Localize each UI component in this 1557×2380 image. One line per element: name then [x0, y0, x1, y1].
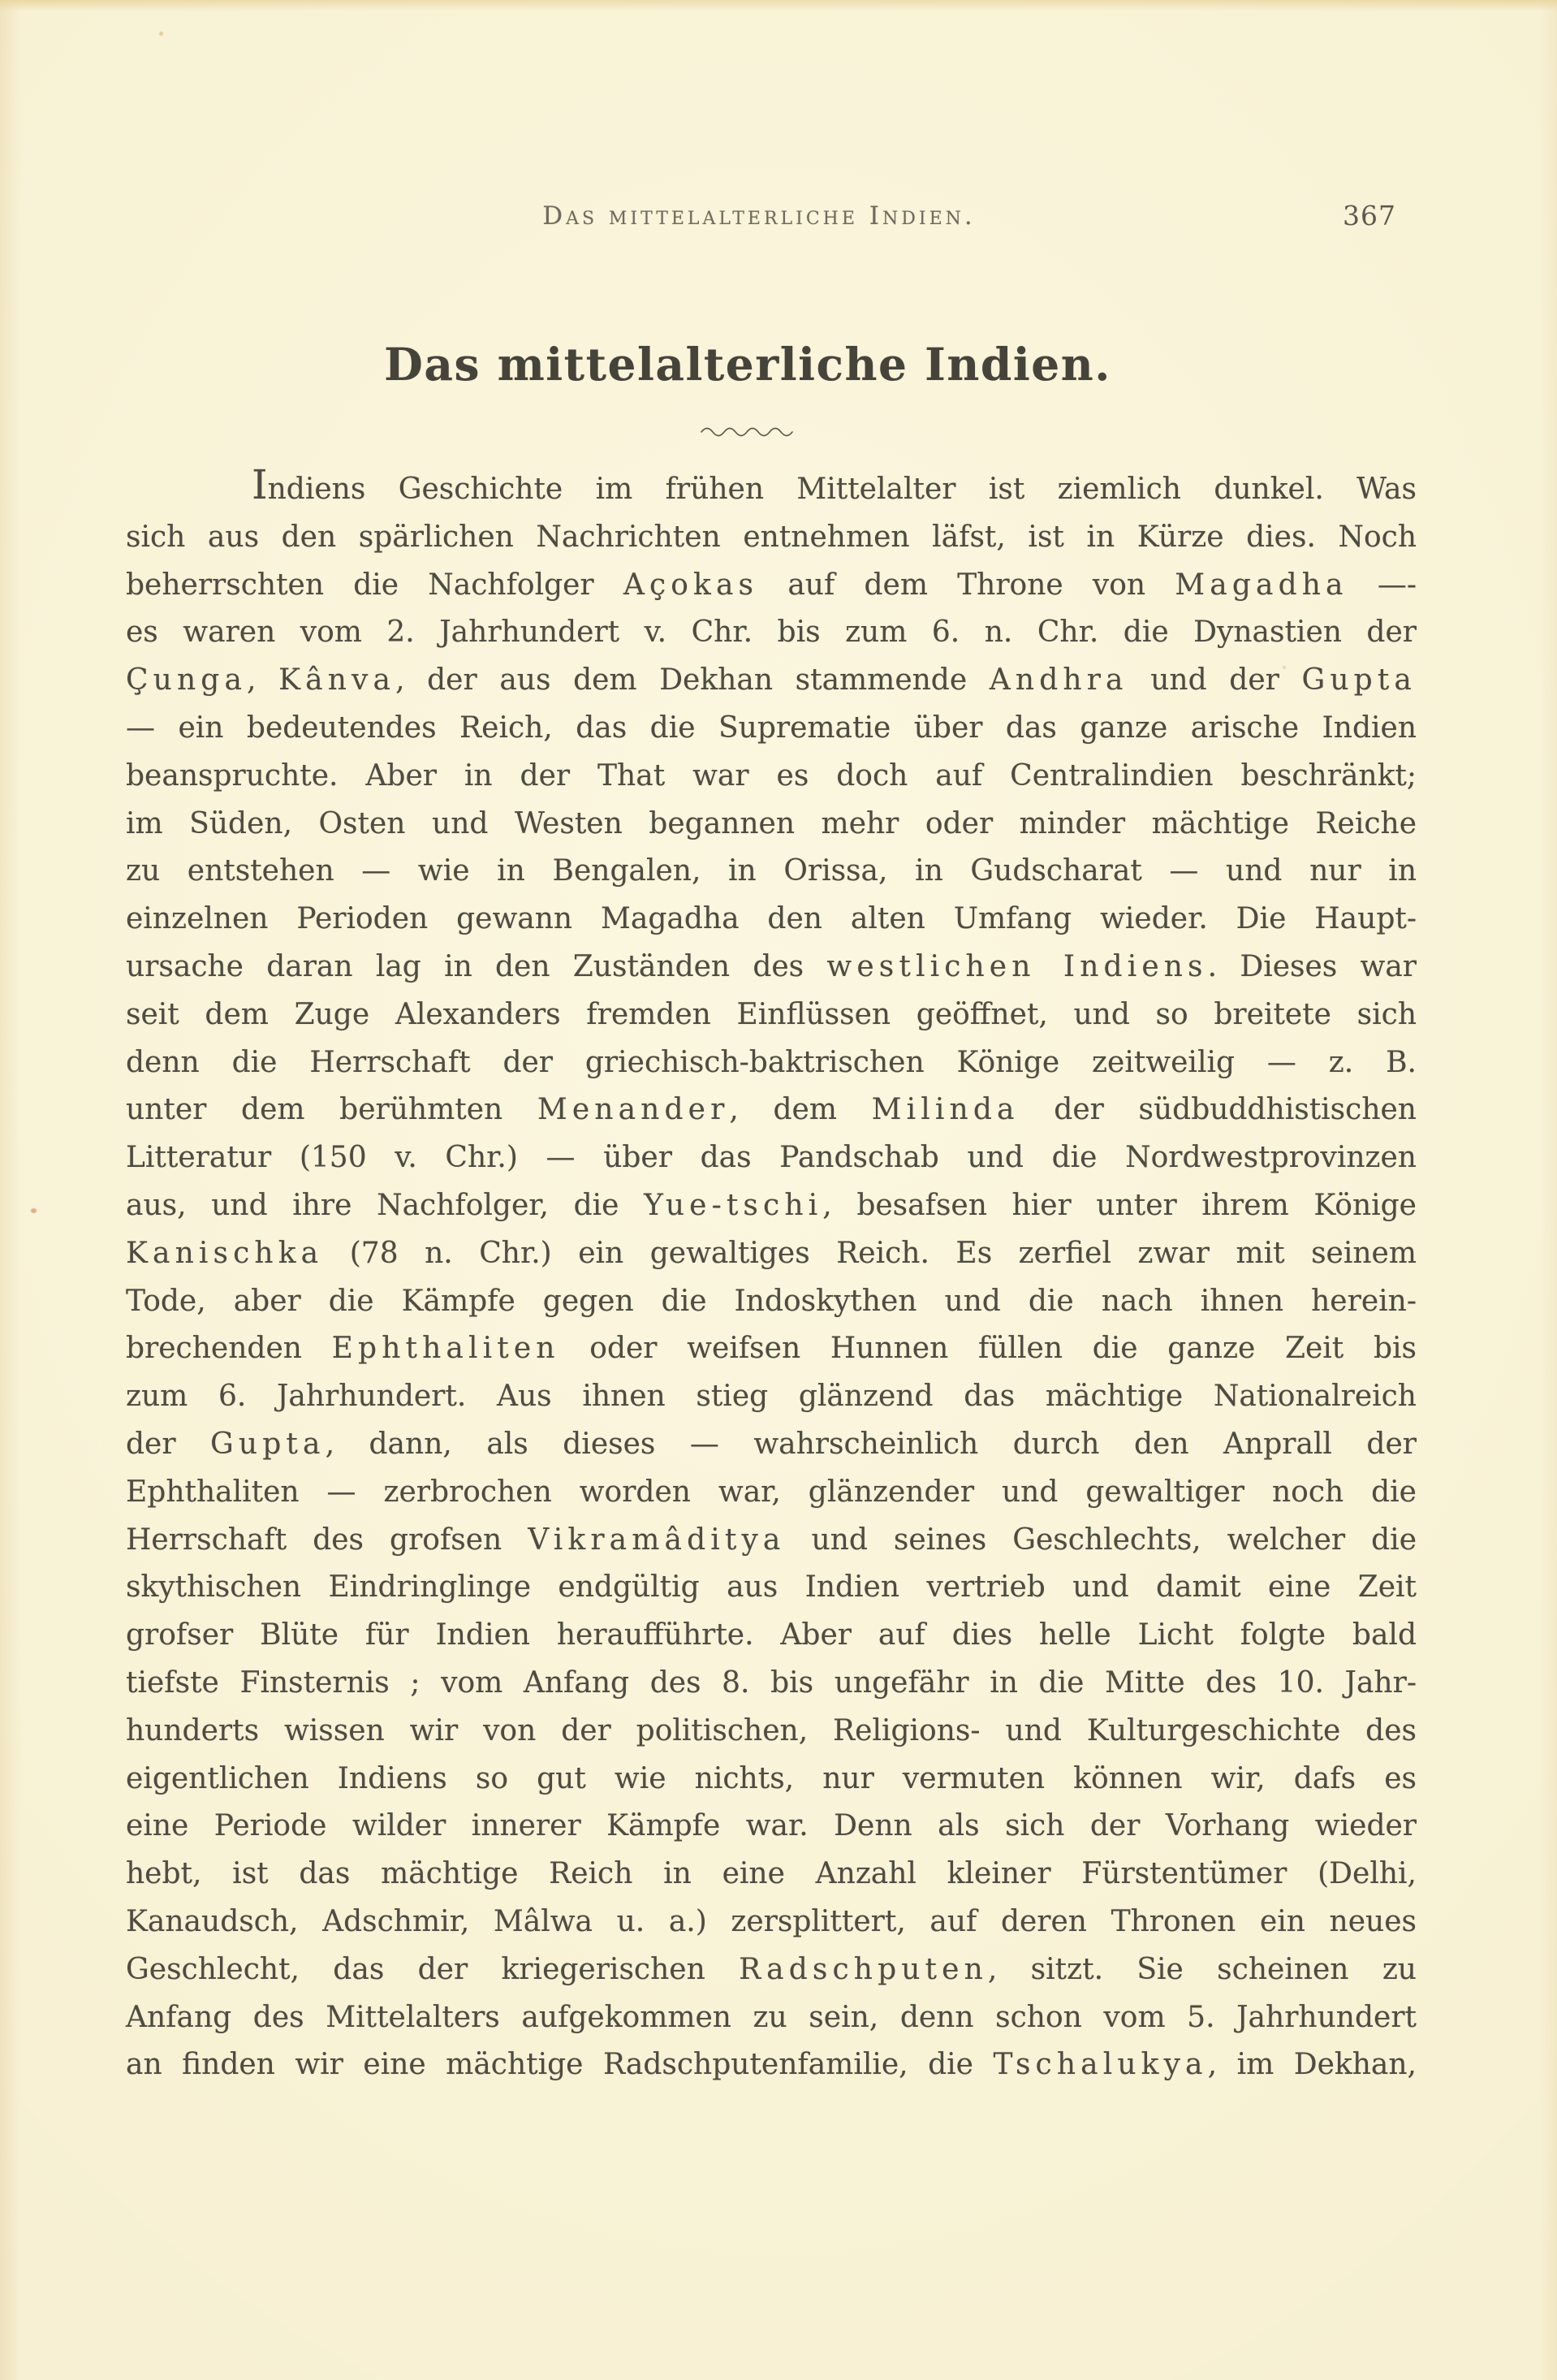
text-segment: zu entstehen — wie in Bengalen, in Orissa, in Gudscharat — und nur in	[126, 854, 1417, 888]
page-number: 367	[1343, 200, 1396, 231]
text-segment: einzelnen Perioden gewann Magadha den alten Umfang wieder. Die Haupt-	[126, 902, 1417, 936]
emphasized-name: Açokas	[623, 568, 759, 602]
emphasized-name: Tschalukya	[993, 2048, 1208, 2082]
paper-speck	[31, 1208, 37, 1213]
emphasized-name: Kânva	[278, 663, 396, 698]
text-segment: —-	[1348, 568, 1417, 602]
running-header-title: Das mittelalterliche Indien.	[542, 201, 976, 231]
text-line	[126, 801, 1417, 849]
text-segment: ursache daran lag in den Zuständen des	[126, 949, 827, 983]
text-line	[126, 991, 1417, 1039]
text-segment: grofser Blüte für Indien heraufführte. Aber auf dies helle Licht folgte bald	[126, 1618, 1417, 1652]
text-segment: und der	[1128, 663, 1302, 698]
text-line	[126, 1278, 1417, 1326]
text-segment: Tode, aber die Kämpfe gegen die Indoskythen und die nach ihnen herein-	[126, 1284, 1417, 1318]
emphasized-name: Menander	[537, 1093, 730, 1127]
text-line	[126, 944, 1417, 991]
text-line	[126, 609, 1417, 657]
text-segment: aus, und ihre Nachfolger, die	[126, 1188, 645, 1222]
emphasized-name: Milinda	[871, 1093, 1020, 1127]
emphasized-name: Radschputen	[739, 1952, 988, 1986]
text-line	[126, 461, 1417, 514]
text-line	[126, 1612, 1417, 1660]
text-segment: es waren vom 2. Jahrhundert v. Chr. bis zum 6. n. Chr. die Dynastien der	[126, 616, 1417, 650]
text-line	[126, 514, 1417, 562]
text-segment: , im Dekhan,	[1207, 2048, 1417, 2082]
paper-speck	[159, 32, 163, 36]
text-segment: , sitzt. Sie scheinen zu	[987, 1952, 1417, 1986]
initial-capital: I	[252, 461, 268, 508]
text-line	[126, 896, 1417, 944]
text-segment: , dem	[729, 1093, 872, 1127]
text-segment: . Dieses war	[1207, 949, 1417, 983]
text-segment: , besafsen hier unter ihrem Könige	[822, 1188, 1417, 1222]
text-line	[126, 1421, 1417, 1469]
text-segment: , der aus dem Dekhan stammende	[395, 663, 990, 698]
emphasized-name: Andhra	[989, 663, 1128, 698]
text-segment: Herrschaft des grofsen	[126, 1523, 528, 1557]
text-line	[126, 1039, 1417, 1087]
text-line	[126, 705, 1417, 753]
text-line	[126, 848, 1417, 896]
text-segment: im Süden, Osten und Westen begannen mehr oder minder mächtige Reiche	[126, 806, 1417, 840]
text-line	[126, 562, 1417, 610]
text-segment: unter dem berühmten	[126, 1093, 537, 1127]
emphasized-name: Kanischka	[126, 1236, 324, 1270]
text-segment: seit dem Zuge Alexanders fremden Einflüssen geöffnet, und so breitete sich	[126, 997, 1417, 1031]
text-segment: auf dem Throne von	[758, 568, 1175, 602]
text-line	[126, 1325, 1417, 1373]
text-line	[126, 1134, 1417, 1182]
emphasized-name: Magadha	[1175, 568, 1348, 602]
text-segment: denn die Herrschaft der griechisch-baktrischen Könige zeitweilig — z. B.	[126, 1045, 1417, 1079]
text-segment: der	[126, 1427, 211, 1461]
emphasized-name: Gupta	[1301, 663, 1417, 698]
text-line	[126, 1564, 1417, 1612]
text-segment: Kanaudsch, Adschmir, Mâlwa u. a.) zersplittert, auf deren Thronen ein neues	[126, 1904, 1417, 1938]
text-segment: skythischen Eindringlinge endgültig aus Indien vertrieb und damit eine Zeit	[126, 1570, 1417, 1605]
chapter-title: Das mittelalterliche Indien.	[384, 338, 1111, 391]
text-line	[126, 2041, 1417, 2089]
text-segment: brechenden	[126, 1332, 332, 1366]
text-line	[126, 1230, 1417, 1278]
emphasized-name: Ephthaliten	[331, 1332, 560, 1366]
text-line	[126, 1994, 1417, 2042]
text-segment: ,	[247, 663, 279, 698]
text-segment: hunderts wissen wir von der politischen, Religions- und Kulturgeschichte des	[126, 1713, 1417, 1747]
text-segment: der südbuddhistischen	[1019, 1093, 1417, 1127]
text-segment: (78 n. Chr.) ein gewaltiges Reich. Es zerfiel zwar mit seinem	[323, 1236, 1417, 1270]
text-segment: — ein bedeutendes Reich, das die Suprematie über das ganze arische Indien	[126, 711, 1417, 745]
text-segment: oder weifsen Hunnen füllen die ganze Zeit bis	[559, 1332, 1417, 1366]
emphasized-name: Yue-tschi	[644, 1188, 823, 1222]
body-text	[126, 461, 1417, 2089]
text-line	[126, 1660, 1417, 1708]
text-line	[126, 657, 1417, 705]
text-segment: Ephthaliten — zerbrochen worden war, glänzender und gewaltiger noch die	[126, 1475, 1417, 1509]
emphasized-name: westlichen Indiens	[826, 949, 1208, 983]
text-segment: an finden wir eine mächtige Radschputenfamilie, die	[126, 2048, 994, 2082]
text-line	[126, 1803, 1417, 1851]
text-segment: Litteratur (150 v. Chr.) — über das Pandschab und die Nordwestprovinzen	[126, 1141, 1417, 1175]
text-line	[126, 753, 1417, 801]
text-line	[126, 1373, 1417, 1421]
text-segment: ndiens Geschichte im frühen Mittelalter ist ziemlich dunkel. Was	[267, 473, 1417, 506]
text-line	[126, 1946, 1417, 1994]
emphasized-name: Çunga	[126, 663, 248, 698]
text-line	[126, 1851, 1417, 1898]
text-line	[126, 1182, 1417, 1230]
text-segment: beanspruchte. Aber in der That war es doch auf Centralindien beschränkt;	[126, 758, 1417, 793]
text-segment: Anfang des Mittelalters aufgekommen zu sein, denn schon vom 5. Jahrhundert	[126, 2000, 1417, 2034]
text-segment: tiefste Finsternis ; vom Anfang des 8. bis ungefähr in die Mitte des 10. Jahr-	[126, 1665, 1417, 1700]
text-line	[126, 1517, 1417, 1565]
text-segment: eine Periode wilder innerer Kämpfe war. Denn als sich der Vorhang wieder	[126, 1809, 1417, 1843]
text-line	[126, 1898, 1417, 1946]
squiggle-divider-icon	[700, 425, 794, 437]
text-line	[126, 1708, 1417, 1756]
text-segment: Geschlecht, das der kriegerischen	[126, 1952, 740, 1986]
text-segment: hebt, ist das mächtige Reich in eine Anzahl kleiner Fürstentümer (Delhi,	[126, 1857, 1417, 1891]
text-segment: und seines Geschlechts, welcher die	[785, 1523, 1417, 1557]
text-segment: zum 6. Jahrhundert. Aus ihnen stieg glänzend das mächtige Nationalreich	[126, 1380, 1417, 1414]
text-line	[126, 1756, 1417, 1803]
emphasized-name: Gupta	[210, 1427, 326, 1461]
emphasized-name: Vikramâditya	[528, 1523, 786, 1557]
text-segment: sich aus den spärlichen Nachrichten entnehmen läfst, ist in Kürze dies. Noch	[126, 520, 1417, 554]
text-segment: , dann, als dieses — wahrscheinlich durch den Anprall der	[325, 1427, 1417, 1461]
text-segment: eigentlichen Indiens so gut wie nichts, nur vermuten können wir, dafs es	[126, 1761, 1417, 1795]
text-segment: beherrschten die Nachfolger	[126, 568, 623, 602]
text-line	[126, 1469, 1417, 1517]
text-line	[126, 1086, 1417, 1134]
